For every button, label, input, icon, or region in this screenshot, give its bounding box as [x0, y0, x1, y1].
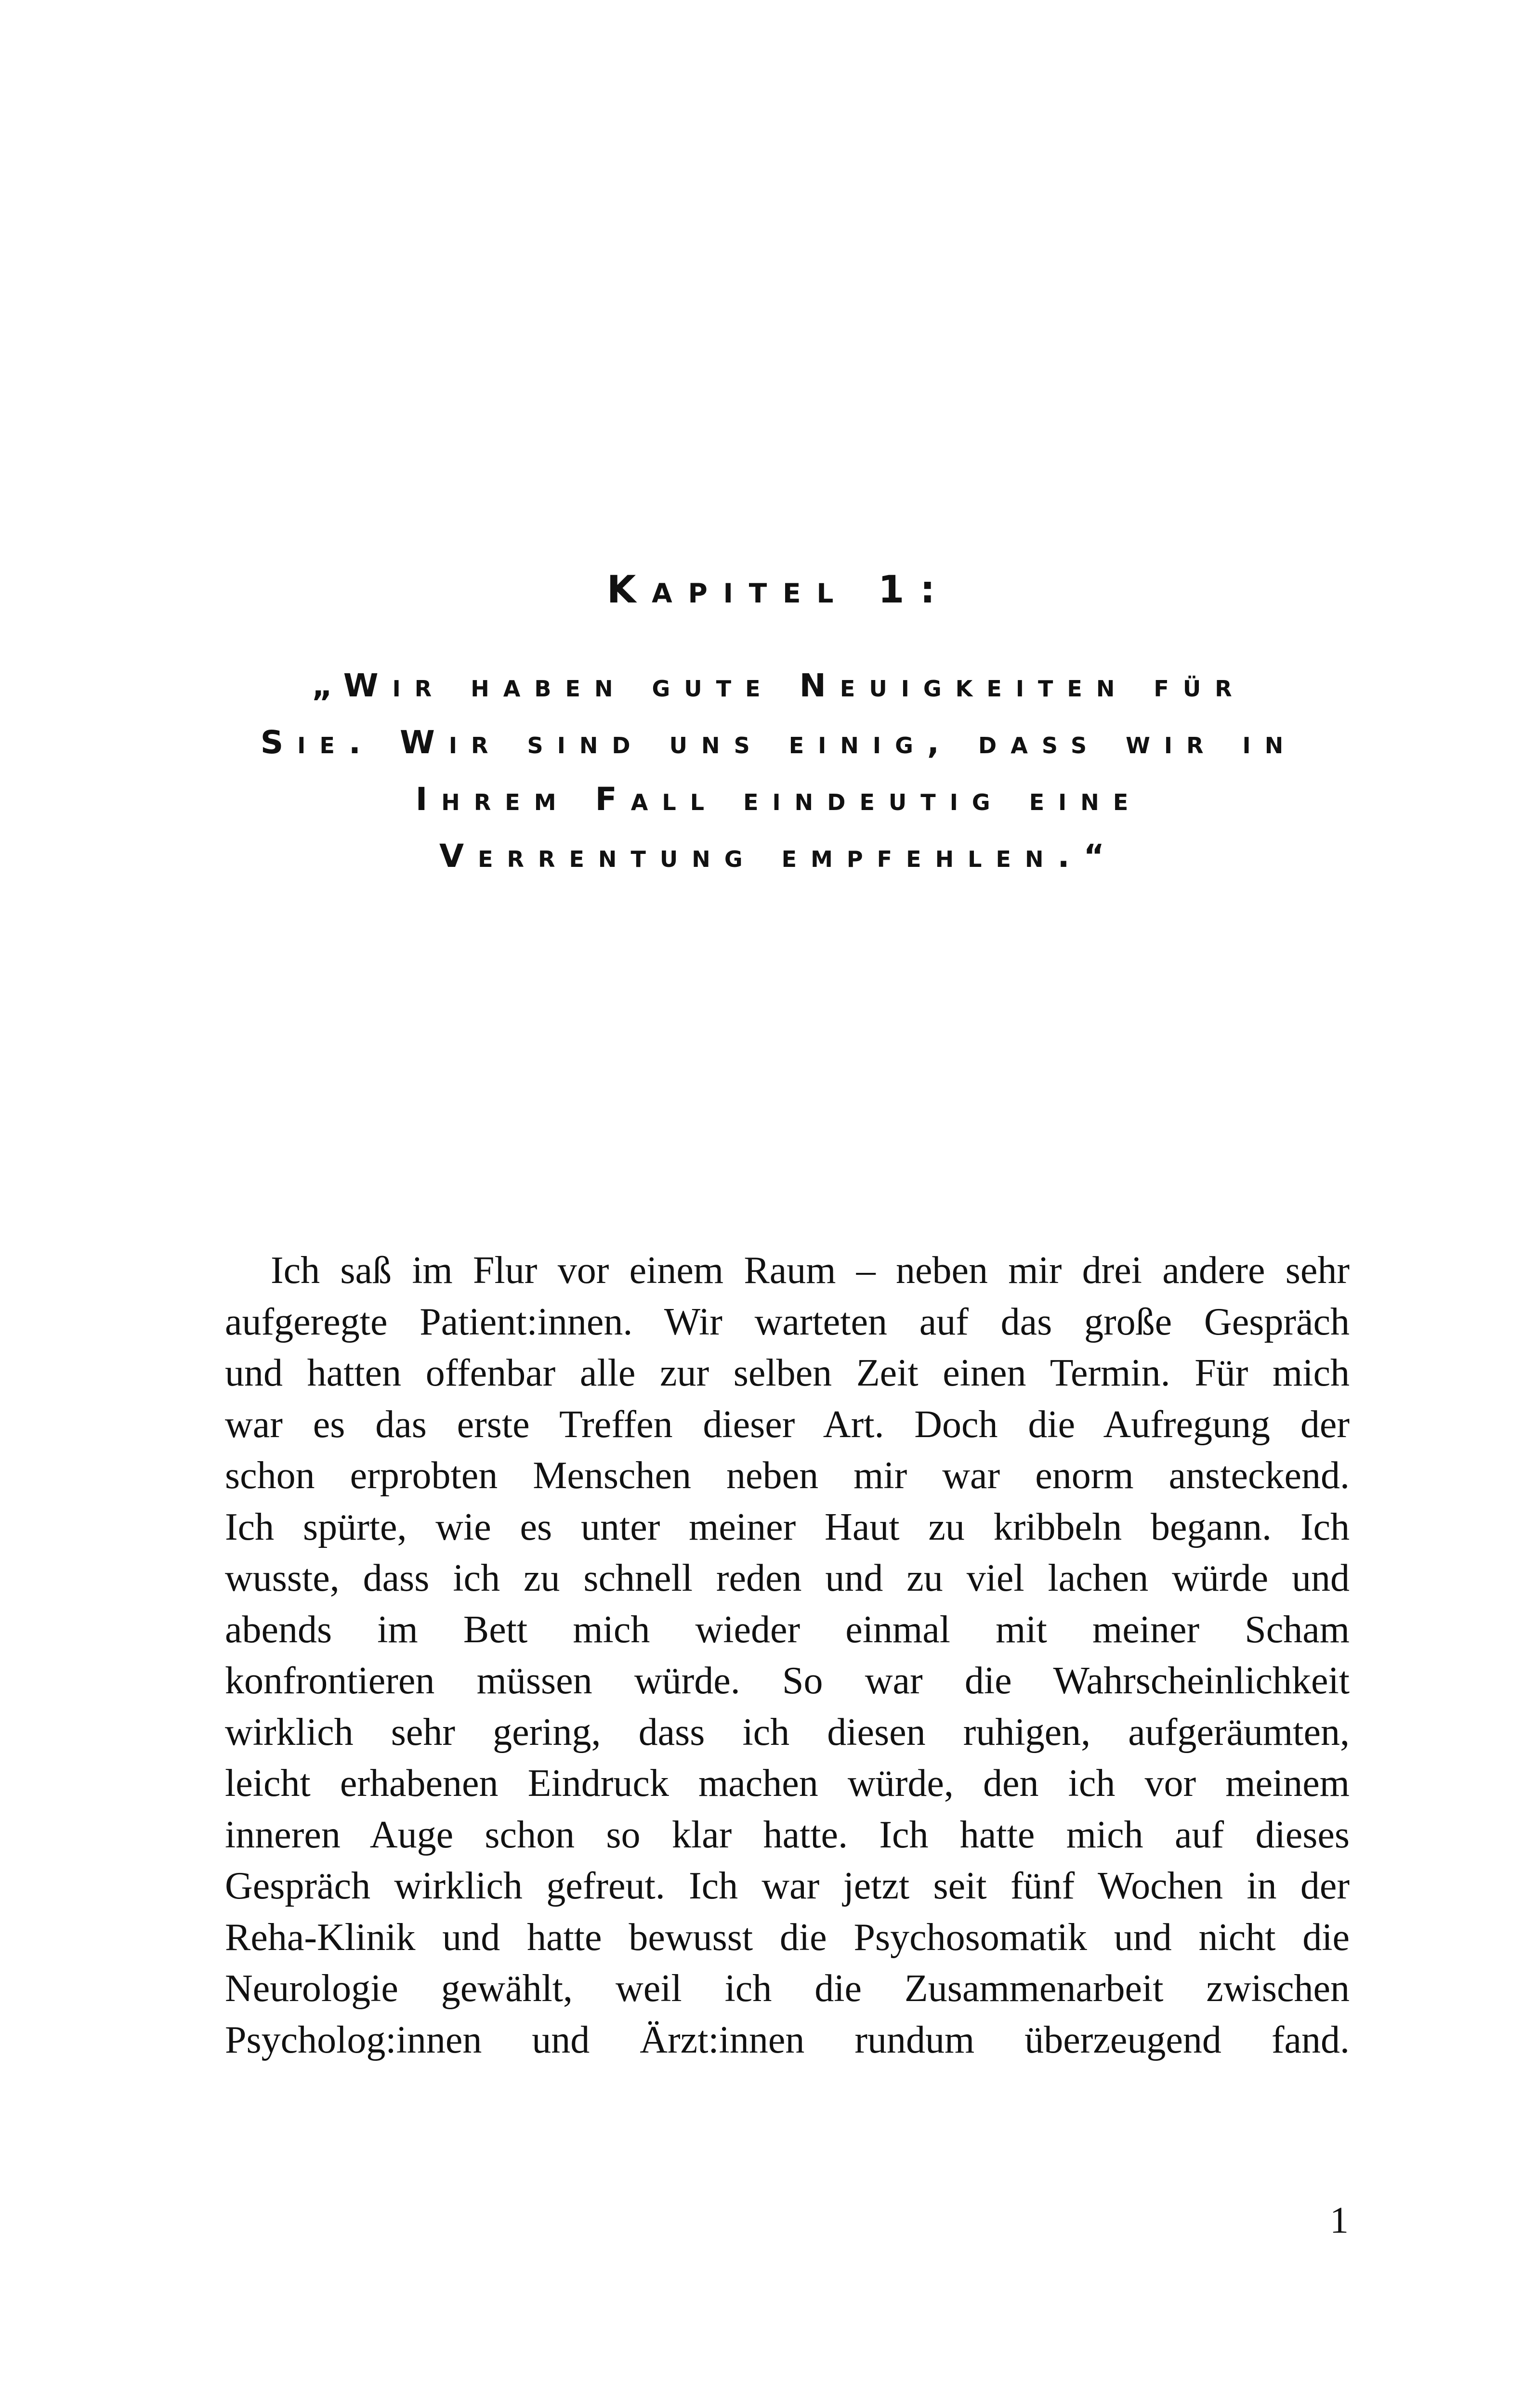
- body-line: abends im Bett mich wieder einmal mit meiner Scham: [225, 1608, 1350, 1651]
- body-line: war es das erste Treffen dieser Art. Doch die Aufregung der: [225, 1403, 1350, 1446]
- page-number: 1: [1330, 2199, 1349, 2241]
- chapter-title-line: Sie. Wir sind uns einig, dass wir in: [260, 724, 1298, 761]
- body-line: aufgeregte Patient:innen. Wir warteten auf das große Gespräch: [225, 1300, 1350, 1343]
- body-line: Psycholog:innen und Ärzt:innen rundum überzeugend fand.: [225, 2018, 1350, 2061]
- chapter-label: [225, 566, 1333, 614]
- body-line: und hatten offenbar alle zur selben Zeit einen Termin. Für mich: [225, 1352, 1350, 1394]
- chapter-title: [225, 657, 1333, 885]
- body-line: Ich saß im Flur vor einem Raum – neben mir drei andere sehr: [271, 1249, 1350, 1292]
- body-paragraph: [225, 1245, 1350, 2066]
- body-line: schon erprobten Menschen neben mir war enorm ansteckend.: [225, 1454, 1350, 1497]
- body-line: Neurologie gewählt, weil ich die Zusammenarbeit zwischen: [225, 1967, 1350, 2010]
- body-line: wirklich sehr gering, dass ich diesen ruhigen, aufgeräumten,: [225, 1711, 1350, 1754]
- chapter-title-line: Verrentung empfehlen.“: [439, 838, 1119, 875]
- body-line: wusste, dass ich zu schnell reden und zu viel lachen würde und: [225, 1557, 1350, 1599]
- chapter-label-text: Kapitel 1:: [606, 568, 951, 612]
- body-line: inneren Auge schon so klar hatte. Ich hatte mich auf dieses: [225, 1813, 1350, 1856]
- body-line: Reha-Klinik und hatte bewusst die Psychosomatik und nicht die: [225, 1916, 1350, 1959]
- body-line: konfrontieren müssen würde. So war die Wahrscheinlichkeit: [225, 1660, 1350, 1702]
- body-line: Ich spürte, wie es unter meiner Haut zu kribbeln begann. Ich: [225, 1505, 1350, 1548]
- chapter-title-line: „Wir haben gute Neuigkeiten für: [312, 667, 1246, 704]
- chapter-title-line: Ihrem Fall eindeutig eine: [415, 781, 1142, 818]
- body-line: leicht erhabenen Eindruck machen würde, den ich vor meinem: [225, 1762, 1350, 1805]
- body-line: Gespräch wirklich gefreut. Ich war jetzt seit fünf Wochen in der: [225, 1865, 1350, 1907]
